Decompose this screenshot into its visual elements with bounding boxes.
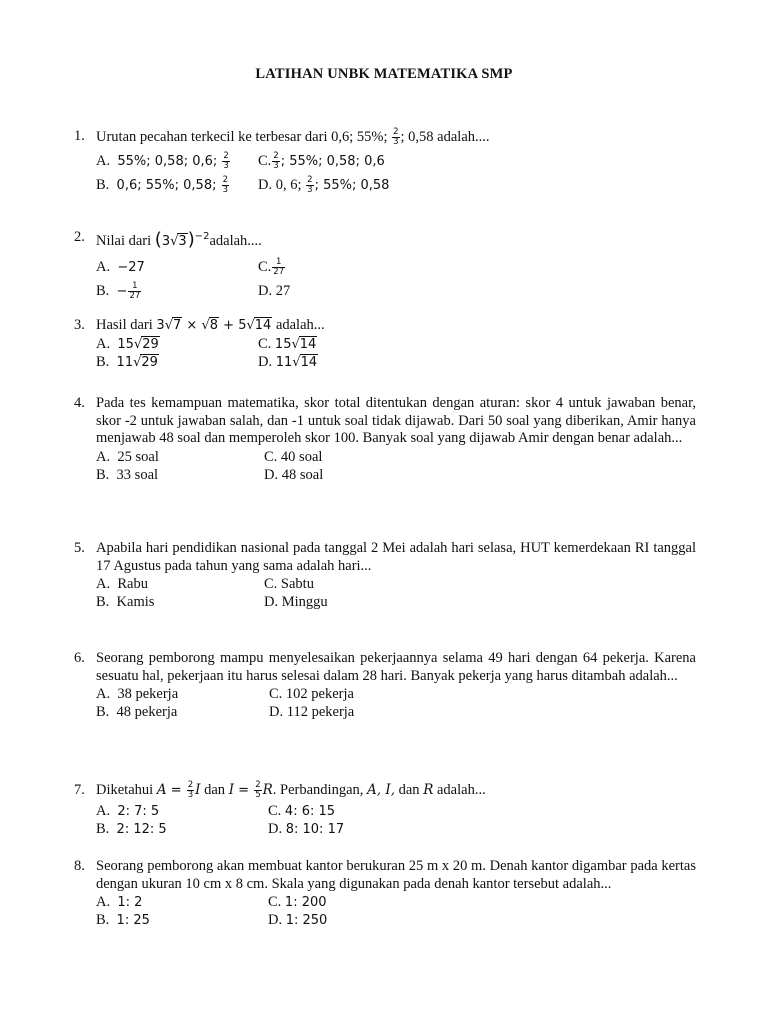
fraction: $\frac{2}{5}$ — [255, 780, 261, 801]
question-stem: 7. Diketahui A = $\frac{2}{3}$ I dan I = $\frac{2}{5}$ R. Perbandingan, A, I, dan R adalah... — [74, 780, 486, 801]
option-a[interactable]: A. 15√29 — [96, 335, 159, 352]
fraction: $\frac{1}{27}$ — [273, 257, 285, 277]
option-b[interactable]: B. 2: 12: 5 — [96, 821, 167, 837]
option-c[interactable]: C. 15√14 — [258, 335, 317, 352]
option-d[interactable]: D. 48 soal — [264, 466, 324, 483]
question-2 — [74, 226, 696, 303]
options — [74, 802, 696, 838]
option-d[interactable]: D. 8: 10: 17 — [268, 821, 345, 837]
fraction: $\frac{2}{3}$ — [273, 151, 279, 172]
fraction: $\frac{2}{3}$ — [223, 151, 229, 172]
option-c[interactable]: C. 4: 6: 15 — [268, 803, 336, 819]
question-5 — [74, 540, 696, 611]
question-number: 5. — [74, 540, 85, 556]
option-a[interactable]: A. 55%; 0,58; 0,6; $\frac{2}{3}$ — [96, 151, 229, 172]
options — [74, 893, 696, 929]
square-root: √14 — [292, 354, 318, 370]
question-number: 7. — [74, 782, 85, 798]
options — [74, 255, 696, 303]
question-1 — [74, 128, 696, 197]
question-stem: 3. Hasil dari 3√7 × √8 + 5√14 adalah... — [74, 317, 325, 333]
square-root: √29 — [133, 336, 159, 352]
question-stem: 1. Urutan pecahan terkecil ke terbesar dari 0,6; 55%; $\frac{2}{3}$ ; 0,58 adalah.... — [74, 127, 490, 147]
options — [74, 448, 696, 484]
question-number: 8. — [74, 858, 85, 874]
option-c[interactable]: C. $\frac{1}{27}$ — [258, 257, 285, 277]
question-stem: 2. Nilai dari $(3√3)^{-2}adalah$.... — [74, 226, 696, 253]
square-root: √14 — [291, 336, 317, 352]
question-7 — [74, 779, 696, 838]
options — [74, 149, 696, 197]
option-d[interactable]: D. 1: 250 — [268, 912, 328, 928]
option-a[interactable]: A. 38 pekerja — [96, 686, 179, 702]
fraction: $\frac{2}{3}$ — [307, 175, 313, 196]
option-a[interactable]: A. 2: 7: 5 — [96, 803, 160, 819]
question-number: 2. — [74, 229, 85, 245]
question-stem: 8. Seorang pemborong akan membuat kantor berukuran 25 m x 20 m. Denah kantor digambar pada kertas dengan ukuran 10 cm x 8 cm. Skala yang digunakan pada denah kantor tersebut adalah... — [74, 858, 696, 892]
fraction: $\frac{2}{3}$ — [187, 780, 194, 801]
option-d[interactable]: D. 112 pekerja — [269, 704, 355, 720]
option-d[interactable]: D. 27 — [258, 282, 291, 299]
question-3 — [74, 317, 696, 371]
question-number: 3. — [74, 317, 85, 333]
option-d[interactable]: D. 0, 6; $\frac{2}{3}$ ; 55%; 0,58 — [258, 175, 390, 196]
square-root: √14 — [246, 318, 272, 333]
option-b[interactable]: B. 48 pekerja — [96, 704, 178, 720]
option-c[interactable]: C. $\frac{2}{3}$ ; 55%; 0,58; 0,6 — [258, 151, 385, 172]
question-stem: 6. Seorang pemborong mampu menyelesaikan pekerjaannya selama 49 hari dengan 64 pekerja. Karena sesuatu hal, pekerjaan itu harus selesai dalam 28 hari. Banyak pekerja yang harus ditambah adalah... — [74, 650, 696, 684]
question-number: 4. — [74, 395, 85, 411]
options — [74, 335, 696, 371]
option-d[interactable]: D. 11√14 — [258, 353, 318, 370]
square-root: √8 — [201, 318, 219, 333]
question-4 — [74, 395, 696, 484]
option-c[interactable]: C. Sabtu — [264, 576, 314, 592]
fraction: $\frac{2}{3}$ — [393, 127, 399, 147]
square-root: √29 — [133, 354, 158, 370]
question-6 — [74, 650, 696, 721]
option-b[interactable]: B. 0,6; 55%; 0,58; $\frac{2}{3}$ — [96, 175, 229, 196]
square-root: √7 — [164, 318, 182, 333]
fraction: $\frac{1}{27}$ — [129, 281, 141, 301]
option-b[interactable]: B. 33 soal — [96, 466, 159, 483]
question-stem: 4. Pada tes kemampuan matematika, skor total ditentukan dengan aturan: skor 4 untuk jawaban benar, skor -2 untuk jawaban salah, dan -1 untuk soal tidak dijawab. Dari 50 soal yang diberikan, Amir hanya menjawab 48 soal dan memperoleh skor 100. Banyak soal yang dijawab Amir dengan benar adalah... — [74, 395, 696, 446]
square-root: √3 — [170, 233, 187, 249]
option-c[interactable]: C. 1: 200 — [268, 894, 327, 910]
options — [74, 685, 696, 721]
option-a[interactable]: A. −27 — [96, 258, 145, 275]
question-number: 1. — [74, 128, 85, 144]
page-title: LATIHAN UNBK MATEMATIKA SMP — [255, 66, 513, 82]
option-a[interactable]: A. 1: 2 — [96, 894, 143, 910]
option-b[interactable]: B. Kamis — [96, 594, 155, 610]
question-stem: 5. Apabila hari pendidikan nasional pada tanggal 2 Mei adalah hari selasa, HUT kemerdekaan RI tanggal 17 Agustus pada tahun yang sama adalah hari... — [74, 540, 696, 574]
question-8 — [74, 858, 696, 929]
question-number: 6. — [74, 650, 85, 666]
options — [74, 575, 696, 611]
option-b[interactable]: B. − $\frac{1}{27}$ — [96, 281, 141, 301]
option-a[interactable]: A. Rabu — [96, 576, 148, 592]
option-a[interactable]: A. 25 soal — [96, 448, 159, 465]
option-c[interactable]: C. 40 soal — [264, 448, 323, 465]
option-b[interactable]: B. 1: 25 — [96, 912, 150, 928]
option-b[interactable]: B. 11√29 — [96, 353, 158, 370]
fraction: $\frac{2}{3}$ — [222, 175, 229, 196]
option-d[interactable]: D. Minggu — [264, 594, 328, 610]
option-c[interactable]: C. 102 pekerja — [269, 686, 354, 702]
